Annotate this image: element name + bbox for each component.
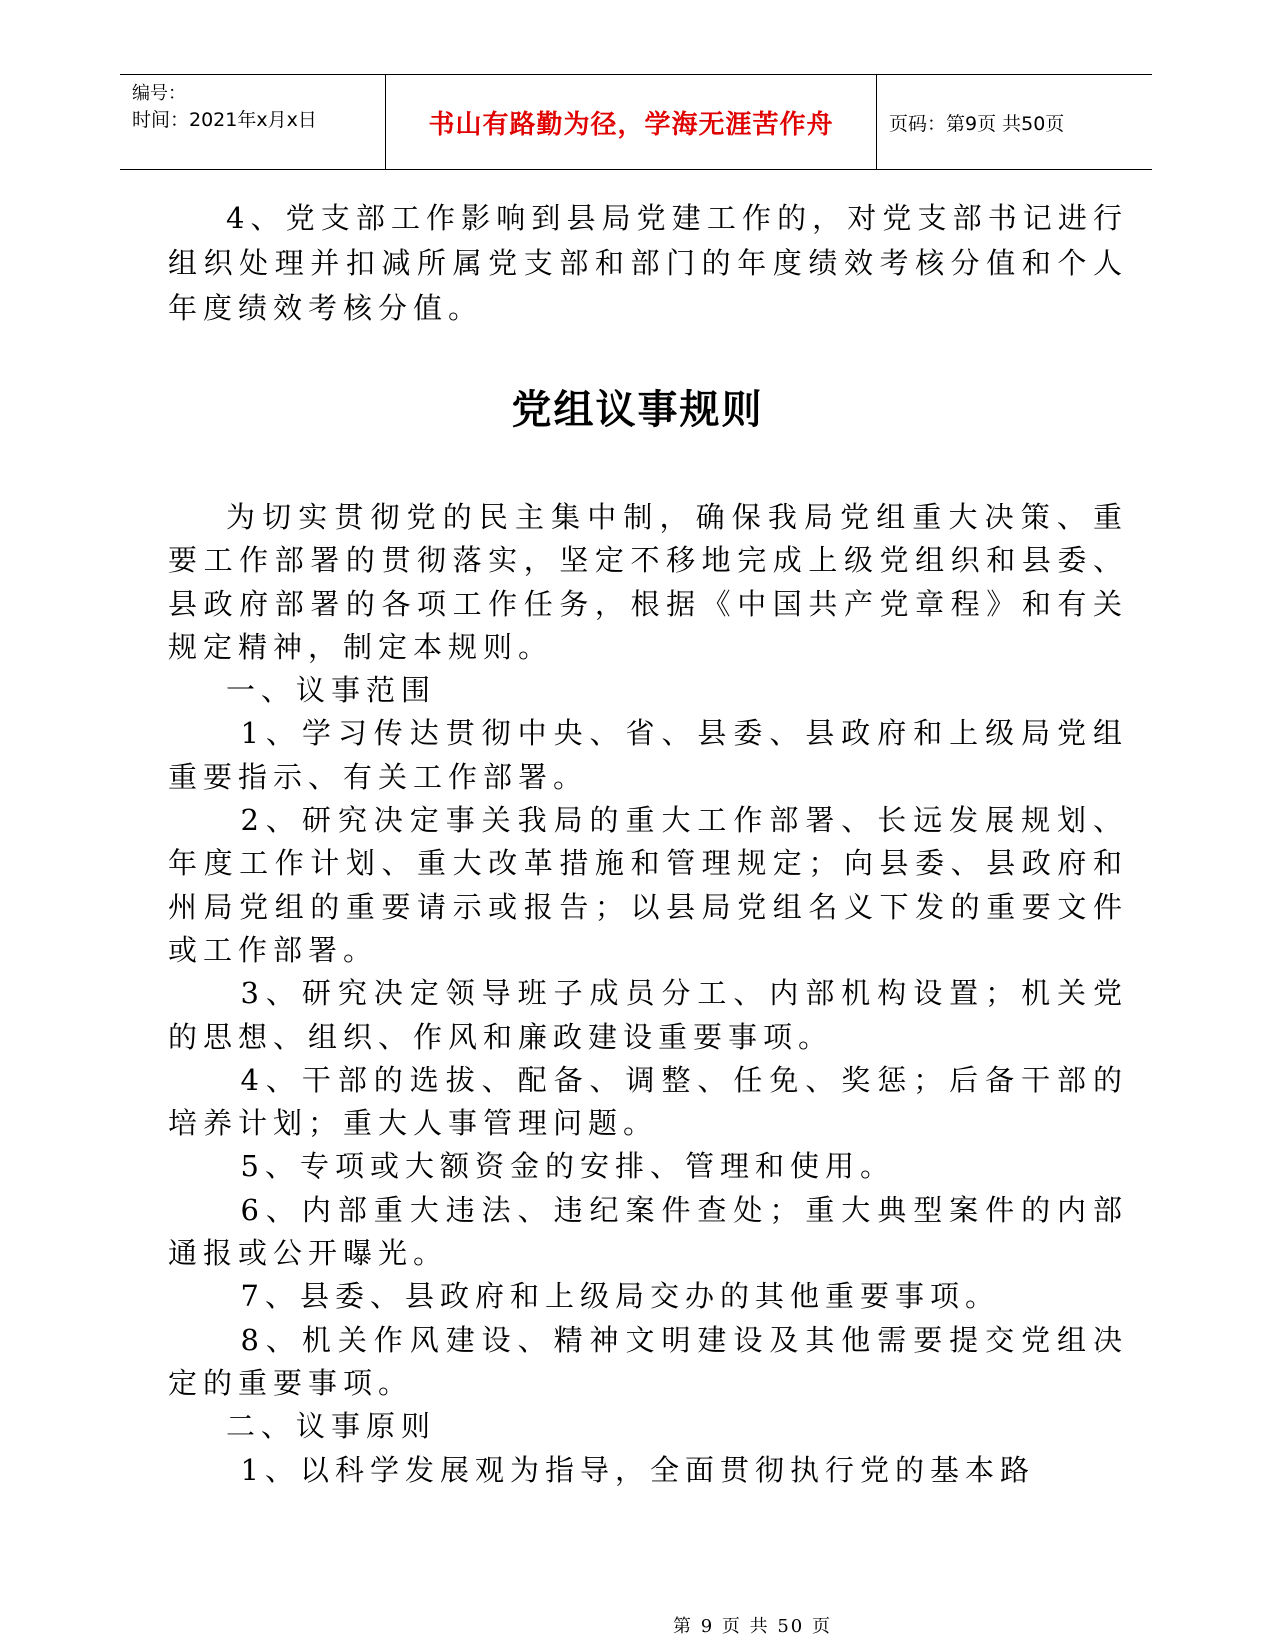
header-right-cell	[877, 75, 1152, 169]
scope-item-5: 5、专项或大额资金的安排、管理和使用。	[240, 1149, 895, 1184]
scope-item-3: 3、研究决定领导班子成员分工、内部机构设置；机关党的思想、组织、作风和廉政建设重要事项。	[168, 976, 1128, 1054]
page-title: 党组议事规则	[511, 386, 764, 433]
intro-paragraph: 4、党支部工作影响到县局党建工作的，对党支部书记进行组织处理并扣减所属党支部和部门的年度绩效考核分值和个人年度绩效考核分值。	[168, 201, 1128, 325]
header-motto: 书山有路勤为径，学海无涯苦作舟	[428, 109, 834, 140]
document-number-label: 编号：	[132, 83, 186, 104]
scope-item-6: 6、内部重大违法、违纪案件查处；重大典型案件的内部通报或公开曝光。	[168, 1192, 1128, 1271]
preamble-paragraph: 为切实贯彻党的民主集中制，确保我局党组重大决策、重要工作部署的贯彻落实，坚定不移地完成上级党组织和县委、县政府部署的各项工作任务，根据《中国共产党章程》和有关规定精神，制定本规则。	[168, 500, 1128, 664]
scope-item-1: 1、学习传达贯彻中央、省、县委、县政府和上级局党组重要指示、有关工作部署。	[168, 716, 1128, 794]
rules-body	[168, 496, 1128, 1492]
header-center-cell	[386, 75, 877, 169]
scope-item-2: 2、研究决定事关我局的重大工作部署、长远发展规划、年度工作计划、重大改革措施和管理规定；向县委、县政府和州局党组的重要请示或报告；以县局党组名义下发的重要文件或工作部署。	[168, 803, 1128, 967]
scope-item-4: 4、干部的选拔、配备、调整、任免、奖惩；后备干部的培养计划；重大人事管理问题。	[168, 1062, 1128, 1141]
header-left-cell	[120, 75, 386, 169]
page-footer: 第 9 页 共 50 页	[673, 1616, 832, 1637]
scope-item-7: 7、县委、县政府和上级局交办的其他重要事项。	[240, 1279, 1000, 1314]
scope-item-8: 8、机关作风建设、精神文明建设及其他需要提交党组决定的重要事项。	[168, 1322, 1128, 1400]
intro-text	[168, 196, 1128, 331]
header-page-label: 页码：第9页 共50页	[889, 112, 1065, 135]
section-heading-principles: 二、议事原则	[226, 1409, 437, 1444]
document-date-label: 时间：2021年x月x日	[132, 109, 317, 131]
section-heading-scope: 一、议事范围	[226, 673, 437, 708]
principle-item-1: 1、以科学发展观为指导，全面贯彻执行党的基本路	[240, 1452, 1035, 1487]
document-header	[120, 74, 1152, 170]
